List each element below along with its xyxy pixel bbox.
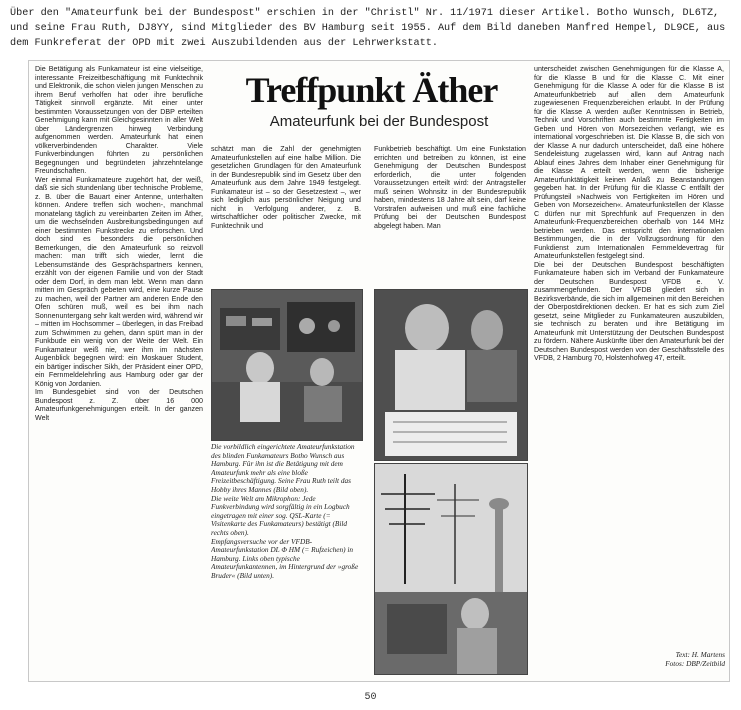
photo-antennas (374, 463, 528, 675)
article-column-middle-b: Funkbetrieb beschäftigt. Um eine Funkstation errichten und betreiben zu können, ist eine Genehmigung der Deutschen Bundespost erforderlich, die unter folgenden Voraussetzungen erteilt wird: der Antragsteller muß seinen Wohnsitz in der Bundesrepublik haben, mindestens 18 Jahre alt sein, darf keine Vorstrafen aufweisen und muß eine fachliche Prüfung bei der Deutschen Bundespost abgelegt haben. Man (374, 145, 526, 230)
article-column-left: Die Betätigung als Funkamateur ist eine vielseitige, interessante Freizeitbeschäftigung mit Funktechnik und Elektronik, die schon vielen jungen Menschen zu ihrem Beruf verholfen hat oder ihre berufliche Tätigkeit sinnvoll ergänzte. Mit einer unter bestimmten Voraussetzungen von der DBP erteilten Genehmigung kann mit Gleichgesinnten in aller Welt über Ländergrenzen hinweg Verbindung aufgenommen werden. Amateurfunk hat einen völkerverbindenden Charakter. Viele Funkverbindungen führten zu persönlichen Begegnungen und begründeten jahrzehntelange Freundschaften. Wer einmal Funkamateure zugehört hat, der weiß, daß sie sich stundenlang über technische Probleme, z. B. über die Bauart einer Antenne, unterhalten können. Andere treffen sich wochen-, manchmal monatelang täglich zu vereinbarten Zeiten im Äther, um die wechselnden Ausbreitungsbedingungen auf einer bestimmten Funkstrecke zu erforschen. Und doch sind es besonders die persönlichen Bemerkungen, die den Amateurfunk so reizvoll machen: man trifft sich wieder, lernt die Lebensumstände des Gesprächspartners kennen, erzählt von der eigenen Familie und von der Stadt oder dem Dorf, in dem man lebt. Wenn man dann mitten im Gespräch gebeten wird, eine kurze Pause zu machen, weil der Partner am anderen Ende den Ofen schüren muß, weil es bei ihm nach Sonnenuntergang sehr kalt werden wird, während wir – mitten im Hochsommer – überlegen, in das Freibad zum Schwimmen zu gehen, dann spürt man in der Funkbude ein wenig von der Weite der Welt. Ein Funkamateur weiß nie, wer ihm im nächsten Augenblick begegnen wird: ein Moskauer Student, ein bärtiger indischer Sikh, der Präsident einer OPD, ein Fernmeldelehrling aus Hamburg oder gar der König von Jordanien. Im Bundesgebiet sind von der Deutschen Bundespost z. Z. über 16 000 Amateurfunkgenehmigungen erteilt. In der ganzen Welt (35, 65, 203, 422)
page-number: 50 (364, 692, 377, 703)
article-headline: Treffpunkt Äther (245, 70, 498, 110)
credit-photos: Fotos: DBP/Zeitbild (665, 658, 725, 668)
photo-radio-station (211, 289, 363, 441)
credit-text: Text: H. Martens (675, 650, 725, 659)
article-column-right: unterscheidet zwischen Genehmigungen für die Klasse A, für die Klasse B und für die Klasse C. Mit einer Genehmigung für die Klasse A oder für die Klasse B ist Amateurfunkbetrieb auf allen dem Amateurfunk zugewiesenen Frequenzbereichen erlaubt. In der Prüfung für die Klasse A werden außer Kenntnissen in Betrieb, Technik und Vorschriften auch bestimmte Fertigkeiten im Geben und Hören von Morsezeichen verlangt, wie es international vorgeschrieben ist. Die Klasse B, die sich von der Klasse A nur dadurch unterscheidet, daß eine höhere Sendeleistung zugelassen wird, kann auf Antrag nach Ablauf eines Jahres dem Inhaber einer Genehmigung für die Klasse A erteilt werden, wenn die bisherige Amateurfunktätigkeit keinen Anlaß zu Beanstandungen gegeben hat. In der Prüfung für die Klasse C entfällt der Prüfungsteil »Nachweis von Fertigkeiten im Hören und Geben von Morsezeichen«. Amateurfunkstellen der Klasse C dürfen nur mit Sprechfunk auf Frequenzen in den Amateurfunk-Frequenzbereichen oberhalb von 144 MHz betrieben werden. Das entspricht den internationalen Bestimmungen, die in der Vollzugsordnung für den Funkdienst zum Internationalen Fernmeldevertrag für Amateurfunkstellen festgelegt sind. Die bei der Deutschen Bundespost beschäftigten Funkamateure haben sich im Verband der Funkamateure der Deutschen Bundespost VFDB e. V. zusammengefunden. Der VFDB gliedert sich in Bezirksverbände, die sich im allgemeinen mit den Bereichen der Oberpostdirektionen decken. Er hat es sich zum Ziel gesetzt, seine Mitglieder zu Funkamateuren auszubilden, sie technisch zu beraten und ihre Betätigung im Amateurfunk mit Unterstützung der Deutschen Bundespost zu fördern. Nähere Auskünfte über den Amateurfunk bei der Deutschen Bundespost werden von der Geschäftsstelle des VFDB, 2 Hamburg 70, Holstenhofweg 47, erteilt. (534, 65, 724, 362)
intro-paragraph: Über den "Amateurfunk bei der Bundespost" erschien in der "Christl" Nr. 11/1971 dieser Artikel. Botho Wunsch, DL6TZ, und seine Frau Ruth, DJ8YY, sind Mitglieder des BV Hamburg seit 1955. Auf dem Bild daneben Manfred Hempel, DL9CE, aus dem Funkreferat der OPD mit zwei Auszubildenden aus der Lehrwerkstatt. (10, 8, 726, 49)
article-clipping (28, 60, 730, 682)
article-column-middle-a: schätzt man die Zahl der genehmigten Amateurfunkstellen auf eine halbe Million. Die gesetzlichen Grundlagen für den Amateurfunk in der Bundesrepublik sind im Gesetz über den Amateurfunk aus dem Jahre 1949 festgelegt. Funkamateur ist – so der Gesetzestext –, wer sich lediglich aus persönlicher Neigung und nicht in Verfolgung anderer, z. B. wirtschaftlicher oder politischer Zwecke, mit Funktechnik und (211, 145, 361, 230)
article-credits (629, 651, 725, 668)
photo-captions: Die vorbildlich eingerichtete Amateurfunkstation des blinden Funkamateurs Botho Wunsch aus Hamburg. Für ihn ist die Betätigung mit dem Amateurfunk mehr als eine bloße Freizeitbeschäftigung. Seine Frau Ruth teilt das Hobby ihres Mannes (Bild oben). Die weite Welt am Mikrophon: Jede Funkverbindung wird sorgfältig in ein Logbuch eingetragen mit einer sog. QSL-Karte (= Visitenkarte des Funkamateurs) bestätigt (Bild rechts oben). Empfangsversuche vor der VFDB-Amateurfunkstation DL Φ HM (= Rufzeichen) in Hamburg. Links oben typische Amateurfunkantennen, im Hintergrund der »große Bruder« (Bild unten). (211, 443, 359, 580)
article-subheadline: Amateurfunk bei der Bundespost (269, 113, 489, 130)
photo-logbook (374, 289, 528, 461)
